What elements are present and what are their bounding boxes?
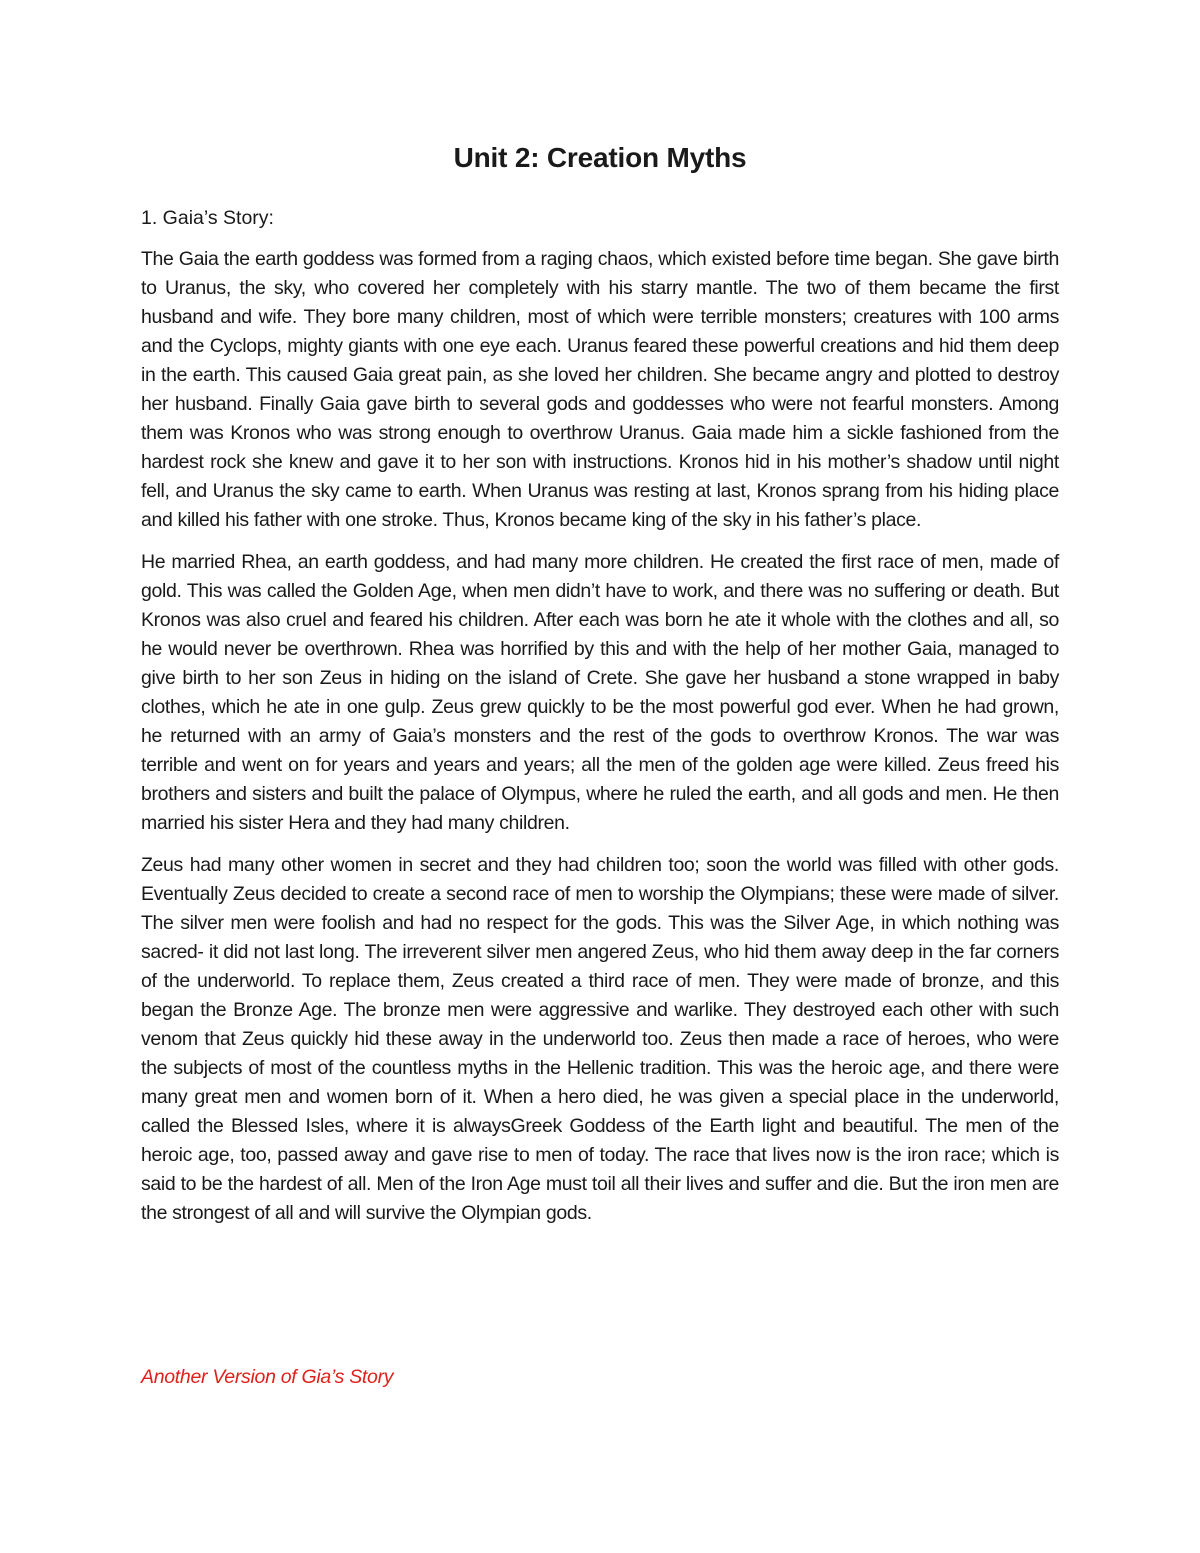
paragraph-3: Zeus had many other women in secret and they had children too; soon the world was filled with other gods. Eventually Zeus decided to create a second race of men to worship the Olympians; these were made of silver. The silver men were foolish and had no respect for the gods. This was the Silver Age, in which nothing was sacred- it did not last long. The irreverent silver men angered Zeus, who hid them away deep in the far corners of the underworld. To replace them, Zeus created a third race of men. They were made of bronze, and this began the Bronze Age. The bronze men were aggressive and warlike. They destroyed each other with such venom that Zeus quickly hid these away in the underworld too. Zeus then made a race of heroes, who were the subjects of most of the countless myths in the Hellenic tradition. This was the heroic age, and there were many great men and women born of it. When a hero died, he was given a special place in the underworld, called the Blessed Isles, where it is alwaysGreek Goddess of the Earth light and beautiful. The men of the heroic age, too, passed away and gave rise to men of today. The race that lives now is the iron race; which is said to be the hardest of all. Men of the Iron Age must toil all their lives and suffer and die. But the iron men are the strongest of all and will survive the Olympian gods. — [141, 854, 1059, 1224]
paragraph-2: He married Rhea, an earth goddess, and had many more children. He created the first race of men, made of gold. This was called the Golden Age, when men didn’t have to work, and there was no suffering or death. But Kronos was also cruel and feared his children. After each was born he ate it whole with the clothes and all, so he would never be overthrown. Rhea was horrified by this and with the help of her mother Gaia, managed to give birth to her son Zeus in hiding on the island of Crete. She gave her husband a stone wrapped in baby clothes, which he ate in one gulp. Zeus grew quickly to be the most powerful god ever. When he had grown, he returned with an army of Gaia’s monsters and the rest of the gods to overthrow Kronos. The war was terrible and went on for years and years and years; all the men of the golden age were killed. Zeus freed his brothers and sisters and built the palace of Olympus, where he ruled the earth, and all gods and men. He then married his sister Hera and they had many children. — [141, 551, 1059, 834]
page-title: Unit 2: Creation Myths — [453, 142, 747, 173]
section-heading: 1. Gaia’s Story: — [141, 207, 274, 229]
paragraph-1: The Gaia the earth goddess was formed from a raging chaos, which existed before time began. She gave birth to Uranus, the sky, who covered her completely with his starry mantle. The two of them became the first husband and wife. They bore many children, most of which were terrible monsters; creatures with 100 arms and the Cyclops, mighty giants with one eye each. Uranus feared these powerful creations and hid them deep in the earth. This caused Gaia great pain, as she loved her children. She became angry and plotted to destroy her husband. Finally Gaia gave birth to several gods and goddesses who were not fearful monsters. Among them was Kronos who was strong enough to overthrow Uranus. Gaia made him a sickle fashioned from the hardest rock she knew and gave it to her son with instructions. Kronos hid in his mother’s shadow until night fell, and Uranus the sky came to earth. When Uranus was resting at last, Kronos sprang from his hiding place and killed his father with one stroke. Thus, Kronos became king of the sky in his father’s place. — [141, 248, 1059, 531]
document-body — [141, 138, 1059, 1241]
another-version-link[interactable]: Another Version of Gia’s Story — [141, 1366, 394, 1388]
